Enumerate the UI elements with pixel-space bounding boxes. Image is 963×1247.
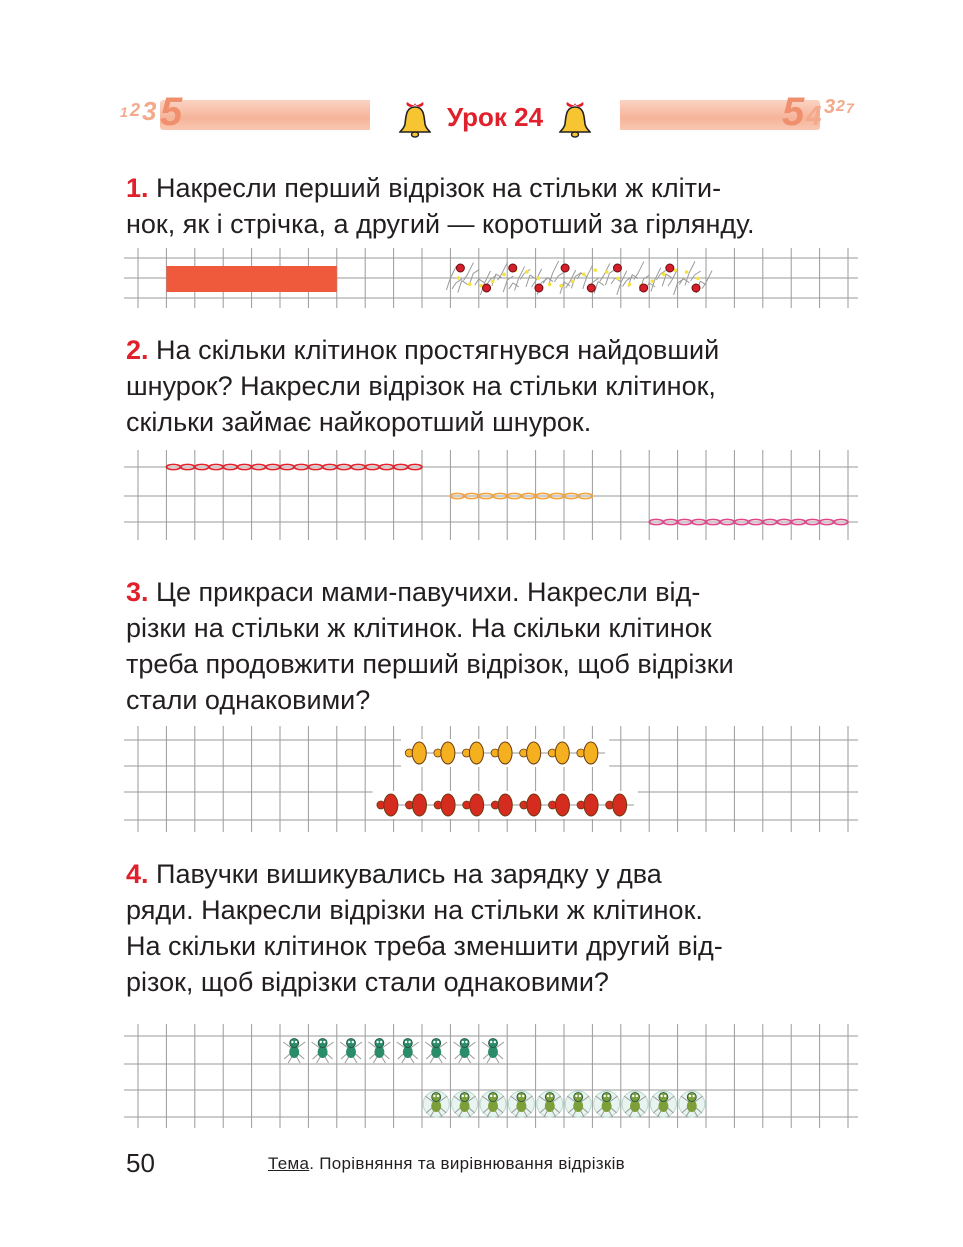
task-line: нок, як і стрічка, а другий — коротший за гірлянду. (126, 209, 755, 239)
task-number: 3. (126, 577, 149, 607)
grid-task-3 (124, 726, 858, 832)
task-line: різки на стільки ж клітинок. На скільки клітинок (126, 613, 712, 643)
banner-decor-right-5: 7 (846, 100, 854, 116)
bell-icon (395, 96, 435, 138)
task-2 (126, 332, 856, 440)
task-line: стали однаковими? (126, 685, 371, 715)
spider (480, 1091, 506, 1117)
task-line (126, 574, 856, 610)
task-line: різок, щоб відрізки стали однаковими? (126, 967, 609, 997)
task-number: 1. (126, 173, 149, 203)
beads-2 (373, 791, 638, 819)
spider (283, 1039, 305, 1064)
lesson-title: Урок 24 (446, 101, 544, 132)
spider (594, 1091, 620, 1117)
task-number: 4. (126, 859, 149, 889)
spider (565, 1091, 591, 1117)
banner-decor-right-4: 2 (836, 98, 845, 115)
task-4 (126, 856, 856, 1000)
spider (679, 1091, 705, 1117)
grid-task-2 (124, 450, 858, 540)
spider (312, 1039, 334, 1064)
spider (340, 1039, 362, 1064)
task-line: скільки займає найкоротший шнурок. (126, 407, 592, 437)
task-line (126, 332, 856, 368)
lesson-banner (120, 90, 860, 138)
task-1 (126, 170, 856, 242)
task-number: 2. (126, 335, 149, 365)
task-line (126, 170, 856, 206)
task-line: ряди. Накресли відрізки на стільки ж клітинок. (126, 895, 703, 925)
banner-decor-left-3: 3 (142, 96, 157, 126)
topic-label: Тема (268, 1154, 310, 1173)
spider (397, 1039, 419, 1064)
banner-decor-right-2: 4 (806, 100, 822, 131)
spider (508, 1091, 534, 1117)
task-line: треба продовжити перший відрізок, щоб відрізки (126, 649, 734, 679)
page-number: 50 (126, 1148, 155, 1178)
footer-topic (268, 1154, 625, 1174)
banner-decor-left-1: 1 (120, 104, 128, 120)
spider (368, 1039, 390, 1064)
beads-1 (401, 739, 609, 767)
bell-icon (555, 96, 595, 138)
task-text: На скільки клітинок простягнувся найдовший (156, 335, 720, 365)
banner-title-group (370, 96, 620, 138)
task-line: На скільки клітинок треба зменшити другий від- (126, 931, 723, 961)
grid-task-4 (124, 1024, 858, 1128)
spider (650, 1091, 676, 1117)
banner-decor-right-3: 3 (824, 96, 836, 118)
spider (452, 1091, 478, 1117)
banner-decor-right-1: 5 (782, 90, 805, 134)
spider (482, 1039, 504, 1064)
spider (622, 1091, 648, 1117)
task-text: Павучки вишикувались на зарядку у два (156, 859, 662, 889)
task-line: шнурок? Накресли відрізок на стільки клітинок, (126, 371, 716, 401)
grid-task-1 (124, 248, 858, 308)
topic-text: . Порівняння та вирівнювання відрізків (309, 1154, 626, 1173)
spider (425, 1039, 447, 1064)
spider (423, 1091, 449, 1117)
task-3 (126, 574, 856, 718)
banner-decor-left-2: 2 (130, 100, 141, 120)
banner-decor-left-4: 5 (160, 90, 183, 134)
task-line (126, 856, 856, 892)
spider (537, 1091, 563, 1117)
spider (454, 1039, 476, 1064)
task-text: Це прикраси мами-павучихи. Накресли від- (156, 577, 701, 607)
ribbon (166, 266, 336, 292)
task-text: Накресли перший відрізок на стільки ж кліти- (156, 173, 722, 203)
